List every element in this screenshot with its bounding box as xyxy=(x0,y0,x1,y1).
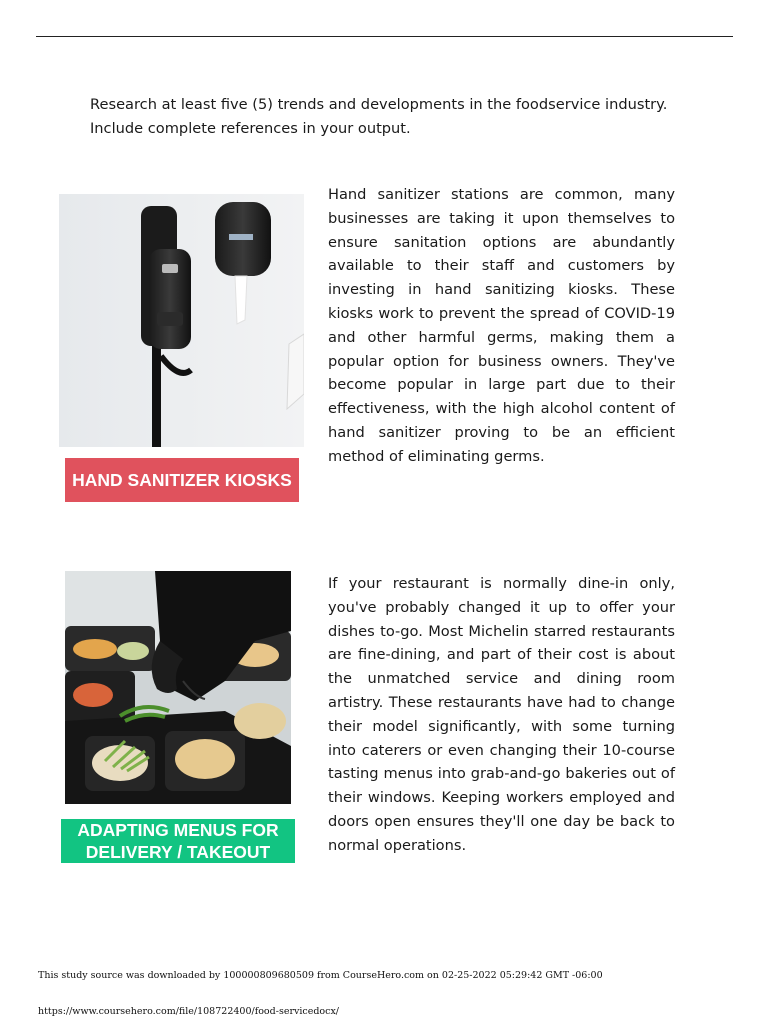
assignment-prompt xyxy=(90,93,690,141)
source-url: https://www.coursehero.com/file/108722400/food-servicedocx/ xyxy=(38,1006,340,1017)
adapting-menus-description: If your restaurant is normally dine-in only, you've probably changed it up to offer your dishes to-go. Most Michelin starred restaurants are fine-dining, and part of their cost is about the unmatched service and dining room artistry. These restaurants have had to change their model significantly, with some turning into caterers or even changing their 10-course tasting menus into grab-and-go bakeries out of their windows. Keeping workers employed and doors open ensures they'll one day be back to normal operations. xyxy=(328,575,675,854)
hand-sanitizer-description: Hand sanitizer stations are common, many businesses are taking it upon themselves to ensure sanitation options are abundantly available to their staff and customers by investing in hand sanitizing kiosks. These kiosks work to prevent the spread of COVID-19 and other harmful germs, making them a popular option for business owners. They've become popular in large part due to their effectiveness, with the high alcohol content of hand sanitizer proving to be an efficient method of eliminating germs. xyxy=(328,186,675,465)
takeout-meals-illustration xyxy=(65,571,291,804)
top-rule xyxy=(36,36,733,37)
adapting-menus-banner: ADAPTING MENUS FOR DELIVERY / TAKEOUT xyxy=(61,819,295,863)
takeout-meals-photo xyxy=(65,571,291,804)
hand-sanitizer-kiosks-banner: HAND SANITIZER KIOSKS xyxy=(65,458,299,502)
hand-sanitizer-photo xyxy=(59,194,304,447)
assignment-line-1: Research at least five (5) trends and developments in the foodservice industry. xyxy=(90,96,668,113)
download-note: This study source was downloaded by 100000809680509 from CourseHero.com on 02-25-2022 05:29:42 GMT -06:00 xyxy=(38,970,603,981)
hand-sanitizer-illustration xyxy=(59,194,304,447)
assignment-line-2: Include complete references in your output. xyxy=(90,120,411,137)
